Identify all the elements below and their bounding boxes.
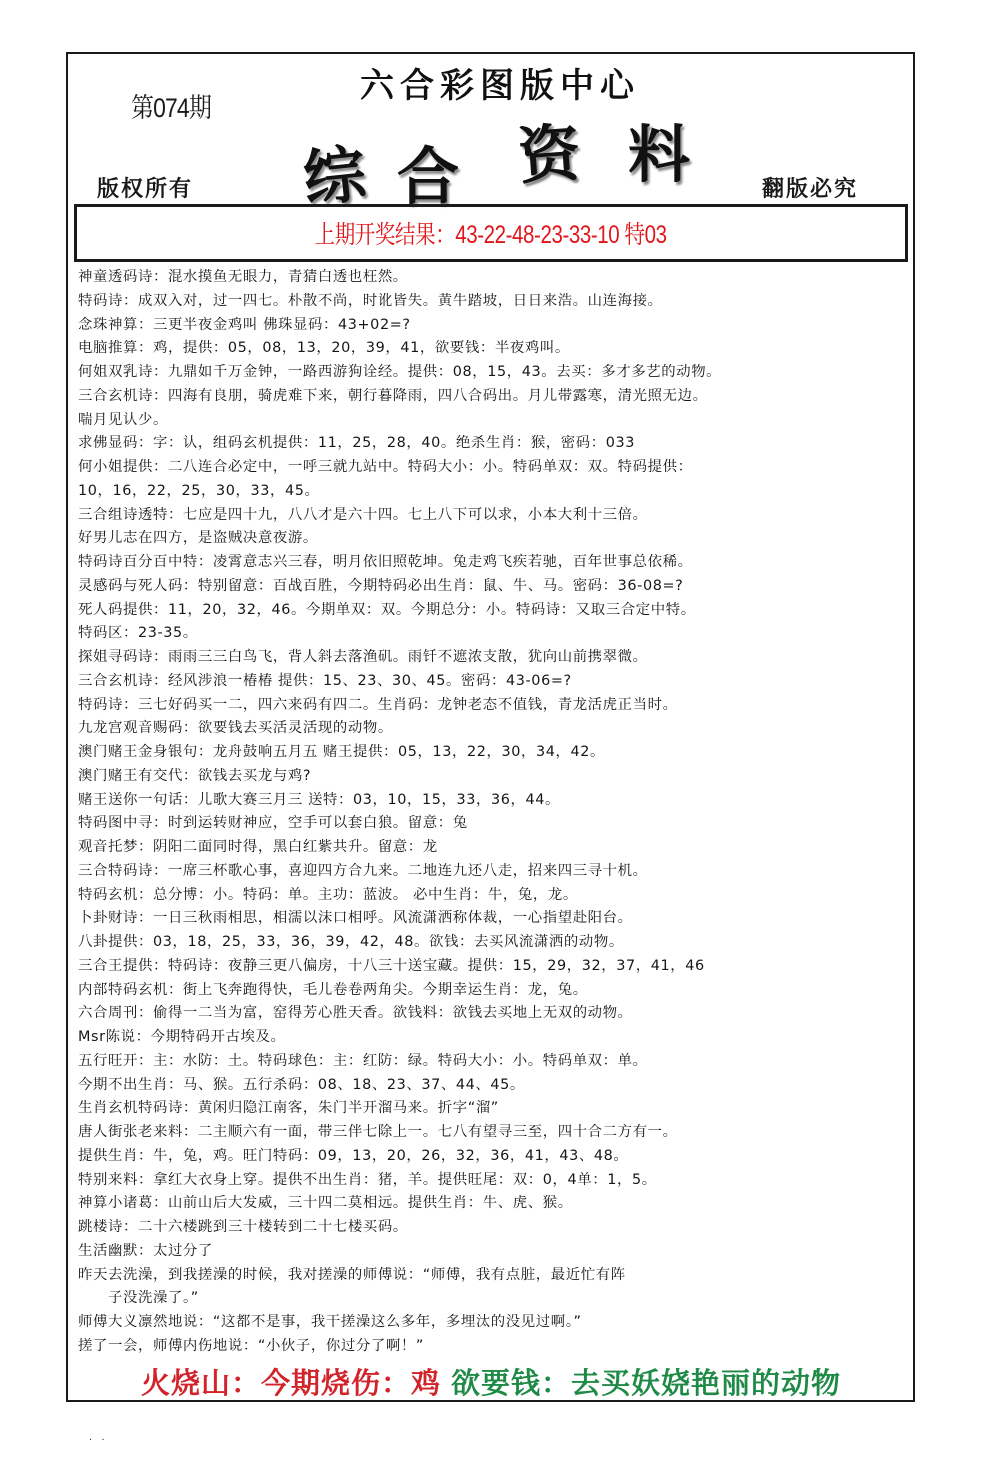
content-line: 特码诗：三七好码买一二，四六来码有四二。生肖码：龙钟老态不值钱，青龙活虎正当时。: [78, 696, 678, 713]
main-title-char-3: 资: [515, 115, 583, 194]
content-line: 观音托梦：阴阳二面同时得，黑白红紫共升。留意：龙: [78, 839, 438, 855]
content-line: 五行旺开：主：水防：土。特码球色：主：红防：绿。特码大小：小。特码单双：单。: [78, 1052, 648, 1069]
footer-green-text: 欲要钱：去买妖娆艳丽的动物: [451, 1365, 842, 1400]
content-line: 跳楼诗：二十六楼跳到三十楼转到二十七楼买码。: [78, 1219, 408, 1235]
last-draw-result-box: [74, 204, 908, 262]
content-line: 师傅大义凛然地说：“这都不是事，我干搓澡这么多年，多埋汰的没见过啊。”: [78, 1314, 582, 1330]
content-line: 三合组诗透特：七应是四十九，八八才是六十四。七上八下可以求，小本大利十三倍。: [78, 506, 648, 523]
content-line: 内部特码玄机：街上飞奔跑得快，毛儿卷卷两角尖。今期幸运生肖：龙，兔。: [78, 981, 588, 998]
content-line: 三合王提供：特码诗：夜静三更八偏房，十八三十送宝藏。提供：15，29，32，37，41，46: [78, 957, 705, 974]
content-line: 澳门赌王有交代：欲钱去买龙与鸡?: [78, 767, 312, 784]
content-line: 10，16，22，25，30，33，45。: [78, 482, 320, 499]
content-line: 生肖玄机特码诗：黄闲归隐江南客，朱门半开溜马来。折字“溜”: [78, 1100, 499, 1117]
content-line: 子没洗澡了。”: [108, 1290, 199, 1307]
piracy-warning-label: 翻版必究: [762, 176, 859, 202]
content-line: 神算小诸葛：山前山后大发威，三十四二莫相远。提供生肖：牛、虎、猴。: [78, 1195, 573, 1212]
content-line: 好男儿志在四方，是盗贼决意夜游。: [78, 530, 318, 547]
content-line: 何姐双乳诗：九鼎如千万金钟，一路西游狗诠经。提供：08，15，43。去买：多才多艺的动物。: [78, 364, 722, 380]
content-line: 三合玄机诗：四海有良朋，骑虎难下来，朝行暮降雨，四八合码出。月儿带露寒，清光照无边。: [78, 387, 708, 404]
content-line: 八卦提供：03，18，25，33，36，39，42，48。欲钱：去买风流潇洒的动物。: [78, 934, 624, 950]
scan-marks: . .: [89, 1432, 108, 1443]
content-line: 喘月见认少。: [78, 411, 168, 428]
content-line: 特码区：23-35。: [78, 625, 198, 642]
content-line: 灵感码与死人码：特别留意：百战百胜，今期特码必出生肖：鼠、牛、马。密码：36-08=?: [78, 577, 684, 594]
content-line: 电脑推算：鸡，提供：05，08，13，20，39，41，欲要钱：半夜鸡叫。: [78, 340, 570, 357]
content-line: 澳门赌王金身银句：龙舟鼓响五月五 赌王提供：05，13，22，30，34，42。: [78, 744, 605, 760]
content-line: 九龙宫观音赐码：欲要钱去买活灵活现的动物。: [78, 720, 393, 737]
content-line: 特码玄机：总分博：小。特码：单。主功：蓝波。 必中生肖：牛，兔，龙。: [78, 886, 578, 903]
content-line: 卜卦财诗：一日三秋雨相思，相濡以沫口相呼。风流潇洒称体裁，一心指望赴阳台。: [78, 910, 633, 927]
content-line: 六合周刊：偷得一二当为富，窑得芳心胜天香。欲钱料：欲钱去买地上无双的动物。: [78, 1005, 633, 1022]
publisher-title: 六合彩图版中心: [360, 66, 640, 106]
main-title-char-1: 综: [299, 136, 370, 217]
content-line: 提供生肖：牛，兔，鸡。旺门特码：09，13，20，26，32，36，41，43、48。: [78, 1147, 629, 1164]
copyright-label: 版权所有: [97, 176, 194, 202]
content-line: 今期不出生肖：马、猴。五行杀码：08、18、23、37、44、45。: [78, 1076, 525, 1093]
content-line: 求佛显码：字：认，组码玄机提供：11，25，28，40。绝杀生肖：猴，密码：033: [78, 435, 636, 452]
content-line: 神童透码诗：混水摸鱼无眼力，青猜白透也枉然。: [78, 269, 408, 285]
footer-red-text: 火烧山：今期烧伤：鸡: [140, 1365, 441, 1400]
content-line: 特码诗：成双入对，过一四七。朴散不尚，时讹皆失。黄牛踏坡，日日来浩。山连海接。: [78, 292, 663, 309]
content-line: 昨天去洗澡，到我搓澡的时候，我对搓澡的师傅说：“师傅，我有点脏，最近忙有阵: [78, 1266, 626, 1283]
content-line: 念珠神算：三更半夜金鸡叫 佛珠显码：43+02=?: [78, 316, 411, 333]
content-line: 生活幽默：太过分了: [78, 1242, 213, 1259]
content-line: 搓了一会，师傅内伤地说：“小伙子，你过分了啊！”: [78, 1337, 424, 1354]
content-line: 赌王送你一句话：儿歌大赛三月三 送特：03，10，15，33，36，44。: [78, 791, 561, 808]
main-title-char-4: 料: [628, 118, 691, 191]
content-line: 特别来料：拿红大衣身上穿。提供不出生肖：猪，羊。提供旺尾：双：0，4单：1，5。: [78, 1171, 657, 1188]
content-line: Msr陈说：今期特码开古埃及。: [78, 1029, 286, 1045]
issue-number: 第074期: [131, 93, 211, 123]
content-line: 唐人街张老来料：二主顺六有一面，带三伴七除上一。七八有望寻三至，四十合二方有一。: [78, 1124, 678, 1140]
content-line: 探姐寻码诗：雨雨三三白鸟飞，背人斜去落渔矶。雨钎不遮浓支散，犹向山前携翠微。: [78, 649, 648, 665]
content-line: 特码图中寻：时到运转财神应，空手可以套白狼。留意：兔: [78, 815, 468, 832]
content-line: 三合特码诗：一席三杯歌心事，喜迎四方合九来。二地连九还八走，招来四三寻十机。: [78, 862, 648, 879]
main-title-char-2: 合: [397, 140, 460, 213]
content-body: [78, 266, 908, 1359]
content-line: 何小姐提供：二八连合必定中，一呼三就九站中。特码大小：小。特码单双：双。特码提供：: [78, 459, 693, 475]
content-line: 三合玄机诗：经风涉浪一椿椿 提供：15、23、30、45。密码：43-06=?: [78, 672, 572, 689]
content-line: 死人码提供：11，20，32，46。今期单双：双。今期总分：小。特码诗：又取三合定中特。: [78, 601, 696, 618]
last-draw-result-text: 上期开奖结果：43-22-48-23-33-10 特03: [315, 221, 667, 249]
content-line: 特码诗百分百中特：凌霄意志兴三春，明月依旧照乾坤。兔走鸡飞疾若驰，百年世事总依稀。: [78, 554, 693, 570]
footer-banner: [70, 1362, 912, 1400]
